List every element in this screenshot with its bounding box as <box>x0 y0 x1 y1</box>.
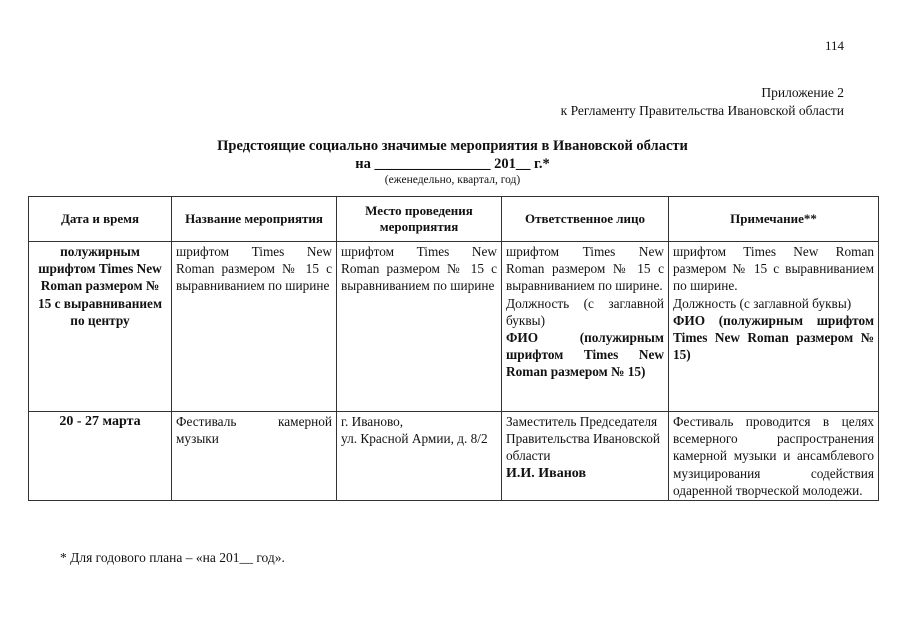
example-place-cell <box>337 412 502 501</box>
template-responsible-position: Должность (с заглавной буквы) <box>506 295 664 328</box>
appendix-line-2: к Регламенту Правительства Ивановской области <box>560 103 844 118</box>
template-responsible-cell <box>502 242 669 412</box>
template-note-fio: ФИО (полужирным шрифтом Times New Roman размером № 15) <box>673 312 874 363</box>
example-responsible-fio: И.И. Иванов <box>506 465 587 481</box>
template-note-cell <box>669 242 879 412</box>
document-title: Предстоящие социально значимые мероприятия в Ивановской области <box>217 138 688 154</box>
template-responsible-text: шрифтом Times New Roman размером № 15 с выравниванием по ширине. <box>506 244 664 294</box>
template-note-text: шрифтом Times New Roman размером № 15 с выравниванием по ширине. <box>673 244 874 294</box>
example-responsible-position: Заместитель Председателя Правительства Ивановской области <box>506 414 661 464</box>
header-note: Примечание** <box>669 197 879 242</box>
header-place: Место проведения мероприятия <box>337 197 502 242</box>
table-row <box>29 412 879 501</box>
appendix-line-1: Приложение 2 <box>761 85 844 100</box>
header-name: Название мероприятия <box>172 197 337 242</box>
template-responsible-fio: ФИО (полужирным шрифтом Times New Roman размером № 15) <box>506 330 664 380</box>
page-number: 114 <box>824 38 844 53</box>
events-table <box>28 196 879 501</box>
example-date-cell: 20 - 27 марта <box>29 412 172 501</box>
template-name-cell: шрифтом Times New Roman размером № 15 с выравниванием по ширине <box>172 242 337 412</box>
period-hint: (еженедельно, квартал, год) <box>384 174 521 186</box>
period-line: на ________________ 201__ г.* <box>355 156 550 172</box>
template-date-cell: полужирным шрифтом Times New Roman размером № 15 с выравниванием по центру <box>29 242 172 412</box>
example-name-cell: Фестиваль камерной музыки <box>172 412 337 501</box>
table-header-row <box>29 197 879 242</box>
table-row <box>29 242 879 412</box>
template-place-cell: шрифтом Times New Roman размером № 15 с выравниванием по ширине <box>337 242 502 412</box>
example-place-street: ул. Красной Армии, д. 8/2 <box>341 431 488 447</box>
header-responsible: Ответственное лицо <box>502 197 669 242</box>
template-note-position: Должность (с заглавной буквы) <box>673 295 852 311</box>
appendix-caption <box>420 84 844 120</box>
example-place-city: г. Иваново, <box>341 414 404 429</box>
example-note-cell: Фестиваль проводится в целях всемерного распространения камерной музыки и ансамблевого музицирования содействия одаренной творческой молодежи. <box>669 412 879 501</box>
example-responsible-cell <box>502 412 669 501</box>
header-date: Дата и время <box>29 197 172 242</box>
footnote: * Для годового плана – «на 201__ год». <box>60 550 285 565</box>
